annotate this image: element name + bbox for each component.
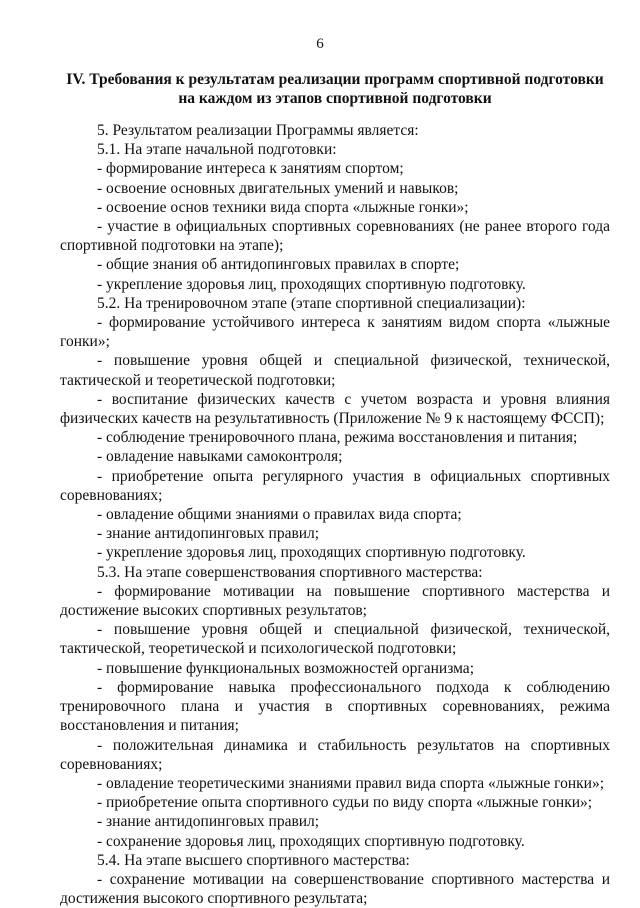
paragraph: 5.2. На тренировочном этапе (этапе спортивной специализации): [97, 294, 526, 312]
paragraph: 5.4. На этапе высшего спортивного мастерства: [97, 851, 410, 869]
paragraph: - овладение теоретическими знаниями правил вида спорта «лыжные гонки»; [97, 774, 605, 792]
paragraph: - знание антидопинговых правил; [97, 813, 320, 831]
section-heading-line-1: IV. Требования к результатам реализации программ спортивной подготовки [66, 71, 604, 88]
page-number: 6 [316, 36, 324, 52]
paragraph: - формирование навыка профессионального подхода к соблюдению тренировочного плана и участия в спортивных соревнованиях, режима восстановления и питания; [60, 678, 610, 735]
paragraph: - соблюдение тренировочного плана, режима восстановления и питания; [97, 429, 578, 447]
paragraph: - общие знания об антидопинговых правилах в спорте; [97, 256, 460, 274]
section-heading-line-2: на каждом из этапов спортивной подготовки [178, 90, 492, 107]
paragraph: 5.3. На этапе совершенствования спортивного мастерства: [97, 563, 483, 581]
paragraph: - формирование интереса к занятиям спортом; [97, 160, 404, 178]
document-body [60, 121, 610, 908]
paragraph: - овладение общими знаниями о правилах вида спорта; [97, 506, 462, 524]
paragraph: - укрепление здоровья лиц, проходящих спортивную подготовку. [97, 544, 526, 562]
paragraph: - освоение основ техники вида спорта «лыжные гонки»; [97, 198, 469, 216]
paragraph: - овладение навыками самоконтроля; [97, 448, 343, 466]
paragraph: - формирование мотивации на повышение спортивного мастерства и достижение высоких спортивных результатов; [60, 582, 610, 620]
paragraph: - приобретение опыта спортивного судьи по виду спорта «лыжные гонки»; [97, 794, 593, 812]
paragraph: 5. Результатом реализации Программы является: [97, 122, 419, 139]
paragraph: - укрепление здоровья лиц, проходящих спортивную подготовку. [97, 275, 526, 293]
paragraph: - знание антидопинговых правил; [97, 525, 320, 543]
paragraph: - повышение уровня общей и специальной физической, технической, тактической и теоретической подготовки; [60, 352, 610, 389]
paragraph: - воспитание физических качеств с учетом возраста и уровня влияния физических качеств на результативность (Приложение № 9 к настоящему ФССП); [60, 390, 610, 428]
paragraph: 5.1. На этапе начальной подготовки: [97, 141, 337, 159]
paragraph: - приобретение опыта регулярного участия в официальных спортивных соревнованиях; [60, 467, 610, 504]
paragraph: - повышение функциональных возможностей организма; [97, 659, 474, 677]
section-heading [60, 70, 610, 108]
paragraph: - сохранение здоровья лиц, проходящих спортивную подготовку. [97, 832, 525, 850]
paragraph: - сохранение мотивации на совершенствование спортивного мастерства и достижения высокого спортивного результата; [60, 870, 610, 908]
paragraph: - формирование устойчивого интереса к занятиям видом спорта «лыжные гонки»; [60, 314, 610, 351]
paragraph: - повышение уровня общей и специальной физической, технической, тактической, теоретической и психологической подготовки; [60, 621, 610, 658]
paragraph: - освоение основных двигательных умений и навыков; [97, 179, 459, 197]
paragraph: - участие в официальных спортивных соревнованиях (не ранее второго года спортивной подготовки на этапе); [60, 218, 610, 255]
paragraph: - положительная динамика и стабильность результатов на спортивных соревнованиях; [60, 736, 610, 773]
